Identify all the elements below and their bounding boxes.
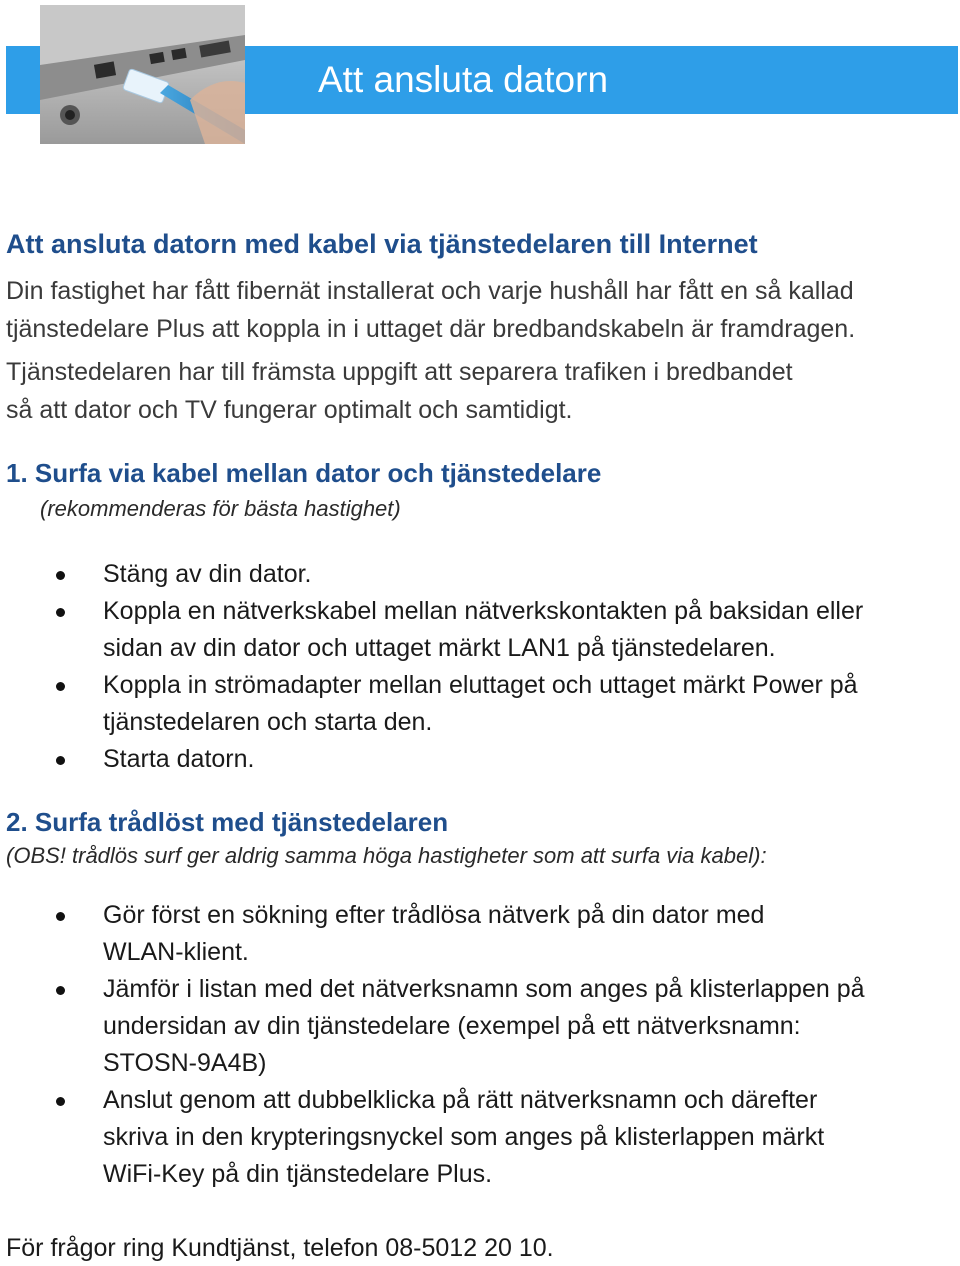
- bullet-icon: [56, 608, 65, 617]
- section-2-heading: [6, 805, 448, 839]
- list-item: [50, 593, 955, 667]
- section-title: Surfa trådlöst med tjänstedelaren: [34, 807, 449, 837]
- intro-line: Tjänstedelaren har till främsta uppgift att separera trafiken i bredbandet: [6, 358, 793, 386]
- list-item: [50, 556, 955, 593]
- list-item: [50, 1082, 955, 1193]
- list-item: [50, 741, 955, 778]
- bullet-icon: [56, 912, 65, 921]
- bullet-icon: [56, 571, 65, 580]
- list-item-line: sidan av din dator och uttaget märkt LAN1 på tjänstedelaren.: [103, 634, 776, 662]
- page-title: Att ansluta datorn: [318, 59, 609, 100]
- list-item-line: tjänstedelaren och starta den.: [103, 708, 433, 736]
- section-1-heading: [6, 456, 601, 490]
- list-item-line: STOSN-9A4B): [103, 1049, 267, 1077]
- list-item-line: undersidan av din tjänstedelare (exempel på ett nätverksnamn:: [103, 1012, 801, 1040]
- section-title: Surfa via kabel mellan dator och tjänstedelare: [34, 458, 602, 488]
- intro-line: så att dator och TV fungerar optimalt och samtidigt.: [6, 396, 573, 424]
- section-number: 1.: [6, 458, 28, 488]
- section-number: 2.: [6, 807, 28, 837]
- laptop-ethernet-cable-photo: [40, 5, 245, 144]
- section-1-note: (rekommenderas för bästa hastighet): [40, 496, 401, 521]
- intro-line: Din fastighet har fått fibernät installerat och varje hushåll har fått en så kallad: [6, 277, 854, 305]
- intro-paragraph-1: [6, 272, 855, 348]
- list-item-line: skriva in den krypteringsnyckel som anges på klisterlappen märkt: [103, 1123, 825, 1151]
- bullet-icon: [56, 682, 65, 691]
- section-1-bullet-list: [50, 556, 955, 778]
- list-item-line: Stäng av din dator.: [103, 560, 312, 588]
- bullet-icon: [56, 756, 65, 765]
- list-item-line: Koppla in strömadapter mellan eluttaget och uttaget märkt Power på: [103, 671, 858, 699]
- list-item-line: Jämför i listan med det nätverksnamn som anges på klisterlappen på: [103, 975, 865, 1003]
- list-item-line: Gör först en sökning efter trådlösa nätverk på din dator med: [103, 901, 765, 929]
- list-item-line: Koppla en nätverkskabel mellan nätverkskontakten på baksidan eller: [103, 597, 864, 625]
- section-2-bullet-list: [50, 897, 955, 1193]
- list-item-line: Anslut genom att dubbelklicka på rätt nätverksnamn och därefter: [103, 1086, 818, 1114]
- intro-paragraph-2: [6, 353, 793, 429]
- footer-contact: För frågor ring Kundtjänst, telefon 08-5012 20 10.: [6, 1234, 554, 1262]
- intro-line: tjänstedelare Plus att koppla in i uttaget där bredbandskabeln är framdragen.: [6, 315, 856, 343]
- list-item-line: WLAN-klient.: [103, 938, 249, 966]
- list-item: [50, 897, 955, 971]
- list-item: [50, 667, 955, 741]
- list-item: [50, 971, 955, 1082]
- bullet-icon: [56, 1097, 65, 1106]
- main-heading: Att ansluta datorn med kabel via tjänstedelaren till Internet: [6, 229, 758, 259]
- list-item-line: WiFi-Key på din tjänstedelare Plus.: [103, 1160, 493, 1188]
- list-item-line: Starta datorn.: [103, 745, 255, 773]
- section-2-note: (OBS! trådlös surf ger aldrig samma höga hastigheter som att surfa via kabel):: [6, 843, 767, 868]
- bullet-icon: [56, 986, 65, 995]
